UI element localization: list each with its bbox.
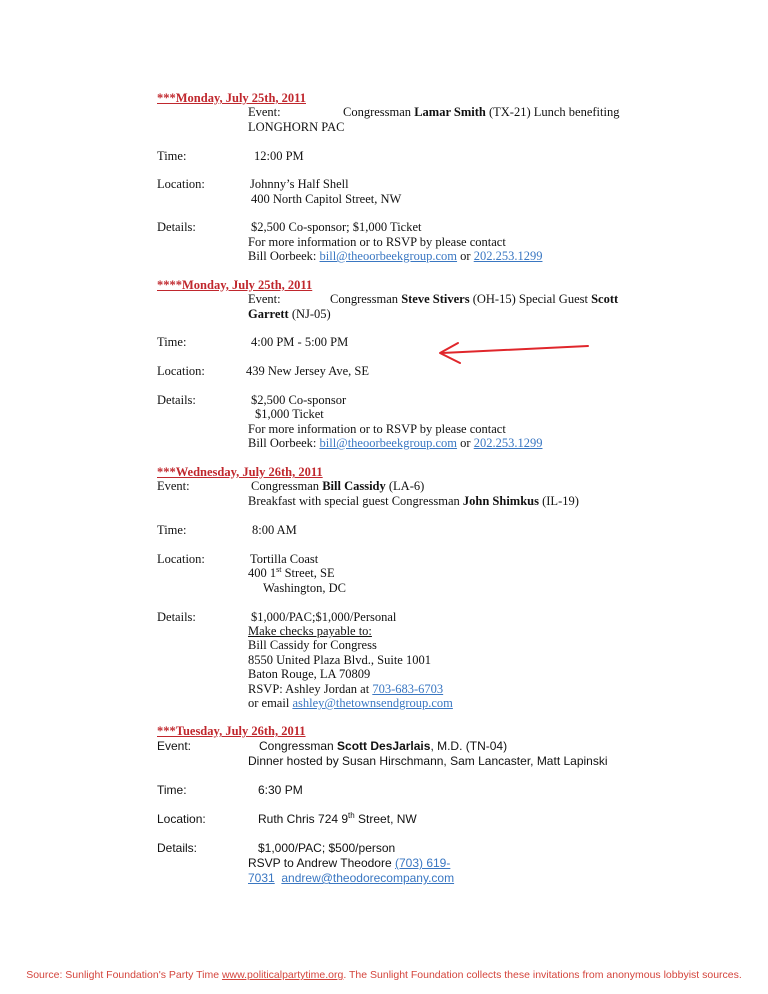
- location-label: Location:: [157, 552, 205, 566]
- event-description-line2: Breakfast with special guest Congressman John Shimkus (IL-19): [248, 494, 579, 508]
- email-link[interactable]: ashley@thetownsendgroup.com: [292, 696, 453, 710]
- location-label: Location:: [157, 177, 205, 191]
- location-line: 439 New Jersey Ave, SE: [246, 364, 370, 378]
- location-line: 400 1st Street, SE: [248, 564, 335, 580]
- details-label: Details:: [157, 841, 198, 855]
- phone-link[interactable]: (703) 619-: [394, 856, 451, 870]
- time-label: Time:: [157, 523, 187, 537]
- event-time: 4:00 PM - 5:00 PM: [251, 335, 349, 349]
- event-description-line2: Dinner hosted by Susan Hirschmann, Sam Lancaster, Matt Lapinski: [248, 754, 608, 768]
- location-line: 400 North Capitol Street, NW: [251, 192, 402, 206]
- details-line: Make checks payable to:: [248, 624, 372, 638]
- event-description: Congressman Scott DesJarlais, M.D. (TN-04): [259, 739, 508, 753]
- details-line: For more information or to RSVP by please contact: [248, 235, 506, 249]
- red-arrow-annotation: [434, 338, 604, 368]
- email-link[interactable]: bill@theoorbeekgroup.com: [319, 249, 458, 263]
- event-date: ****Monday, July 25th, 2011: [157, 278, 313, 292]
- rsvp-email-line: or email ashley@thetownsendgroup.com: [248, 696, 453, 710]
- location-line: Ruth Chris 724 9th Street, NW: [258, 811, 417, 826]
- details-line: $1,000/PAC;$1,000/Personal: [251, 610, 397, 624]
- event-description: Congressman Steve Stivers (OH-15) Special Guest Scott: [330, 292, 619, 306]
- event-date: ***Wednesday, July 26th, 2011: [157, 465, 323, 479]
- contact-line: Bill Oorbeek: bill@theoorbeekgroup.com or 202.253.1299: [248, 249, 543, 263]
- details-label: Details:: [157, 220, 196, 234]
- source-footer: Source: Sunlight Foundation's Party Time www.politicalpartytime.org. The Sunlight Foundation collects these invitations from anonymous lobbyist sources.: [26, 969, 742, 981]
- location-line: Tortilla Coast: [250, 552, 319, 566]
- details-line: For more information or to RSVP by please contact: [248, 422, 506, 436]
- event-date: ***Monday, July 25th, 2011: [157, 91, 306, 105]
- details-label: Details:: [157, 610, 196, 624]
- details-line: 8550 United Plaza Blvd., Suite 1001: [248, 653, 431, 667]
- time-label: Time:: [157, 149, 187, 163]
- footer-link[interactable]: www.politicalpartytime.org: [221, 969, 344, 981]
- location-label: Location:: [157, 364, 205, 378]
- event-time: 12:00 PM: [254, 149, 304, 163]
- event-description-line2: LONGHORN PAC: [248, 120, 345, 134]
- rsvp-line: RSVP to Andrew Theodore (703) 619-: [248, 856, 451, 870]
- event-label: Event:: [157, 739, 192, 753]
- rsvp-line: RSVP: Ashley Jordan at 703-683-6703: [248, 682, 444, 696]
- event-label: Event:: [248, 292, 281, 306]
- location-label: Location:: [157, 812, 206, 826]
- details-line: $2,500 Co-sponsor: [251, 393, 347, 407]
- event-description: Congressman Bill Cassidy (LA-6): [251, 479, 425, 493]
- phone-link[interactable]: 202.253.1299: [473, 436, 543, 450]
- details-line: Bill Cassidy for Congress: [248, 638, 377, 652]
- phone-link[interactable]: 7031: [248, 871, 275, 885]
- time-label: Time:: [157, 783, 187, 797]
- location-line: Johnny’s Half Shell: [250, 177, 349, 191]
- details-label: Details:: [157, 393, 196, 407]
- event-time: 8:00 AM: [252, 523, 297, 537]
- details-line: $1,000 Ticket: [255, 407, 324, 421]
- rsvp-line: [248, 871, 454, 886]
- location-line: Washington, DC: [263, 581, 347, 595]
- phone-link[interactable]: 703-683-6703: [372, 682, 444, 696]
- event-time: 6:30 PM: [258, 783, 303, 797]
- email-link[interactable]: bill@theoorbeekgroup.com: [319, 436, 458, 450]
- event-description: Congressman Lamar Smith (TX-21) Lunch benefiting: [343, 105, 620, 119]
- email-link[interactable]: andrew@theodorecompany.com: [281, 871, 455, 885]
- event-label: Event:: [248, 105, 281, 119]
- details-line: $2,500 Co-sponsor; $1,000 Ticket: [251, 220, 422, 234]
- contact-line: Bill Oorbeek: bill@theoorbeekgroup.com or 202.253.1299: [248, 436, 543, 450]
- event-description-line2: Garrett (NJ-05): [248, 307, 331, 321]
- details-line: $1,000/PAC; $500/person: [258, 841, 396, 855]
- time-label: Time:: [157, 335, 187, 349]
- event-label: Event:: [157, 479, 190, 493]
- event-date: ***Tuesday, July 26th, 2011: [157, 724, 306, 738]
- phone-link[interactable]: 202.253.1299: [473, 249, 543, 263]
- details-line: Baton Rouge, LA 70809: [248, 667, 371, 681]
